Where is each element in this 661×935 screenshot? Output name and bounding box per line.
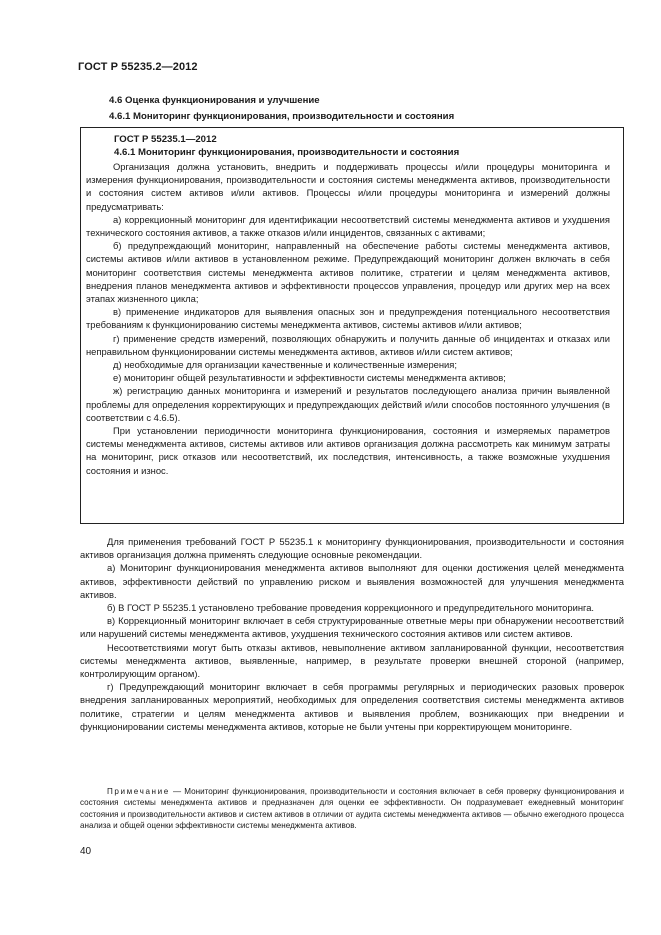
- quote-item-b: б) предупреждающий мониторинг, направленный на обеспечение работы системы менеджмента активов, системы активов и/или активов в установленном режиме. Предупреждающий мониторинг должен включать в себя мониторинг соответствия системы менеджмента активов политике, стратегии и целям менеджмента активов, внедрения планов менеджмента активов и эффективности процессов управления, процедур или других мер на всех этапах жизненного цикла;: [86, 240, 610, 305]
- note-block: [80, 786, 624, 831]
- quote-item-v: в) применение индикаторов для выявления опасных зон и предупреждения потенциального несоответствия требованиям к функционированию системы менеджмента активов, системы активов и/или активов;: [86, 306, 610, 331]
- body-item-b: б) В ГОСТ Р 55235.1 установлено требование проведения коррекционного и предупредительного мониторинга.: [107, 602, 595, 614]
- quote-standard-title: ГОСТ Р 55235.1—2012: [114, 134, 217, 145]
- quote-subtitle: 4.6.1 Мониторинг функционирования, производительности и состояния: [114, 147, 460, 158]
- quote-paragraph: Организация должна установить, внедрить и поддерживать процессы и/или процедуры мониторинга и измерения функционирования, производительности и состояния системы менеджмента активов, производительности и состояния систем активов и/или активов. Процессы и/или процедуры мониторинга и измерений должны предусматривать:: [86, 161, 610, 212]
- subsection-heading: 4.6.1 Мониторинг функционирования, производительности и состояния: [109, 111, 455, 122]
- quote-paragraph: При установлении периодичности мониторинга функционирования, состояния и измеряемых параметров системы менеджмента активов, системы активов или активов организация должна рассмотреть как минимум затраты на мониторинг, риск отказов или несоответствий, их последствия, интенсивность, а также возможные ухудшения состояния и износ.: [86, 425, 610, 476]
- body-item-v: в) Коррекционный мониторинг включает в себя структурированные ответные меры при обнаружении несоответствий или нарушений системы менеджмента активов, ухудшения технического состояния активов или систем активов.: [80, 615, 624, 640]
- quote-item-a: а) коррекционный мониторинг для идентификации несоответствий системы менеджмента активов и ухудшения технического состояния активов, а также отказов и/или инцидентов, связанных с активами;: [86, 213, 610, 239]
- body-text: [80, 535, 624, 733]
- quote-text: [86, 160, 610, 477]
- quote-item-d: д) необходимые для организации качественные и количественные измерения;: [113, 359, 457, 371]
- body-paragraph: Для применения требований ГОСТ Р 55235.1 к мониторингу функционирования, производительности и состояния активов организация должна применять следующие основные рекомендации.: [80, 536, 624, 561]
- section-heading: 4.6 Оценка функционирования и улучшение: [109, 95, 320, 106]
- body-item-a: а) Мониторинг функционирования менеджмента активов выполняют для оценки достижения целей менеджмента активов, эффективности действий по управлению риском и выявления возможностей для улучшения менеджмента активов.: [80, 562, 624, 600]
- page-number: 40: [80, 846, 92, 857]
- body-paragraph: Несоответствиями могут быть отказы активов, невыполнение активом запланированной функции, несоответствия системы менеджмента активов, выявленные, например, в результате проверки внешней стороной (например, контролирующим органом).: [80, 641, 624, 680]
- note-text: — Мониторинг функционирования, производительности и состояния включает в себя проверку функционирования и состояния системы менеджмента активов и предназначен для оценки ее эффективности. Он подразумевает ежедневный мониторинг состояния и производительности активов и систем активов в отличии от аудита системы менеджмента активов — обычно ежегодного процесса анализа и общей оценки эффективности системы менеджмента активов.: [80, 787, 624, 830]
- quote-item-zh: ж) регистрацию данных мониторинга и измерений и результатов последующего анализа причин выявленной проблемы для определения корректирующих и предупреждающих действий и/или способов постоянного улучшения (в соответствии с 4.6.5).: [86, 385, 610, 423]
- standard-header: ГОСТ Р 55235.2—2012: [78, 61, 198, 73]
- body-item-g: г) Предупреждающий мониторинг включает в себя программы регулярных и периодических разовых проверок внедрения запланированных мероприятий, необходимых для определения соответствия системы менеджмента активов политике, стратегии и целям менеджмента активов и выявления проблем, возникающих при внедрении и функционировании системы менеджмента активов, которые не были учтены при корректирующем мониторинге.: [80, 681, 624, 732]
- quote-item-g: г) применение средств измерений, позволяющих обнаружить и получить данные об инцидентах и отказах или неправильном функционировании системы менеджмента активов, активов и/или систем активов;: [86, 332, 610, 357]
- quote-item-e: е) мониторинг общей результативности и эффективности системы менеджмента активов;: [113, 372, 506, 384]
- note-label: Примечание: [107, 787, 170, 796]
